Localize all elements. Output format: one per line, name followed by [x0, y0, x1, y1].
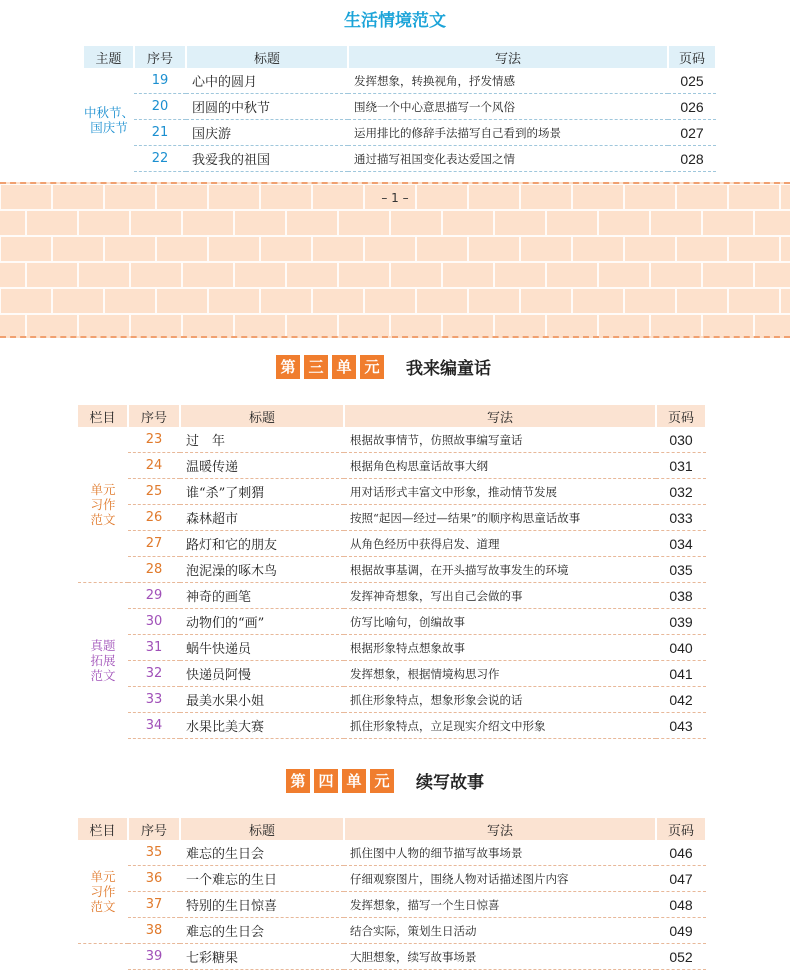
table-header-row — [78, 818, 706, 840]
band-brick — [416, 236, 468, 262]
entry-number: 32 — [128, 661, 180, 687]
entry-page[interactable]: 030 — [656, 427, 706, 453]
band-brick — [286, 210, 338, 236]
band-brick — [312, 236, 364, 262]
category-label: 单元习作范文 — [78, 427, 128, 583]
band-brick — [208, 288, 260, 314]
entry-method: 根据故事基调，在开头描写故事发生的环境 — [344, 557, 656, 583]
band-brick — [650, 210, 702, 236]
band-brick — [260, 236, 312, 262]
category-label: 真题拓展范文 — [90, 638, 116, 684]
entry-page[interactable]: 052 — [656, 944, 706, 970]
band-brick — [260, 288, 312, 314]
table-row[interactable] — [78, 531, 706, 557]
entry-title[interactable]: 过 年 — [180, 427, 344, 453]
band-brick — [598, 210, 650, 236]
table-row[interactable] — [78, 505, 706, 531]
unit-heading — [286, 768, 484, 793]
band-brick — [754, 262, 790, 288]
entry-title[interactable]: 温暖传递 — [180, 453, 344, 479]
entry-page[interactable]: 039 — [656, 609, 706, 635]
band-brick — [572, 288, 624, 314]
band-brick — [780, 236, 790, 262]
entry-method: 发挥想象，根据情境构思习作 — [344, 661, 656, 687]
table-row[interactable] — [78, 713, 706, 739]
entry-number: 37 — [128, 892, 180, 918]
band-brick — [390, 210, 442, 236]
band-brick — [468, 288, 520, 314]
entry-number: 26 — [128, 505, 180, 531]
band-brick — [676, 236, 728, 262]
band-brick — [338, 314, 390, 338]
band-brick — [338, 210, 390, 236]
band-brick — [728, 236, 780, 262]
entry-method: 结合实际，策划生日活动 — [344, 918, 656, 944]
band-brick — [520, 236, 572, 262]
entry-number: 19 — [134, 68, 186, 94]
entry-number: 39 — [128, 944, 180, 970]
band-brick — [338, 262, 390, 288]
entry-title[interactable]: 动物们的“画” — [180, 609, 344, 635]
entry-title[interactable]: 路灯和它的朋友 — [180, 531, 344, 557]
band-brick — [728, 288, 780, 314]
entry-method: 发挥想象，转换视角，抒发情感 — [348, 68, 668, 94]
page-marker: – 1 – — [381, 191, 409, 205]
band-brick — [442, 262, 494, 288]
band-brick — [494, 262, 546, 288]
band-brick — [754, 314, 790, 338]
band-brick — [702, 314, 754, 338]
entry-method: 根据故事情节，仿照故事编写童话 — [344, 427, 656, 453]
band-brick — [598, 262, 650, 288]
entry-method: 运用排比的修辞手法描写自己看到的场景 — [348, 120, 668, 146]
band-brick — [286, 314, 338, 338]
entry-page[interactable]: 048 — [656, 892, 706, 918]
band-brick — [650, 262, 702, 288]
unit-heading — [276, 354, 491, 379]
band-brick — [624, 288, 676, 314]
category-label: 单元习作范文 — [78, 840, 128, 944]
band-brick — [130, 210, 182, 236]
unit-char: 四 — [314, 769, 338, 793]
table-row[interactable] — [78, 557, 706, 583]
entry-number: 24 — [128, 453, 180, 479]
entry-method: 围绕一个中心意思描写一个风俗 — [348, 94, 668, 120]
band-brick — [26, 314, 78, 338]
band-brick — [78, 262, 130, 288]
entry-title[interactable]: 森林超市 — [180, 505, 344, 531]
entry-page[interactable]: 033 — [656, 505, 706, 531]
entry-title[interactable]: 神奇的画笔 — [180, 583, 344, 609]
band-brick — [390, 314, 442, 338]
entry-page[interactable]: 042 — [656, 687, 706, 713]
category-label — [78, 944, 128, 970]
entry-page[interactable]: 040 — [656, 635, 706, 661]
band-brick — [676, 288, 728, 314]
band-brick — [520, 288, 572, 314]
entry-method: 发挥想象，描写一个生日惊喜 — [344, 892, 656, 918]
band-brick — [26, 210, 78, 236]
entry-title[interactable]: 一个难忘的生日 — [180, 866, 344, 892]
band-brick — [702, 262, 754, 288]
entry-method: 抓住图中人物的细节描写故事场景 — [344, 840, 656, 866]
band-brick — [364, 236, 416, 262]
band-brick — [182, 314, 234, 338]
header-page: 页码 — [656, 405, 706, 427]
entry-number: 20 — [134, 94, 186, 120]
table-row[interactable] — [78, 635, 706, 661]
header-title: 标题 — [180, 818, 344, 840]
header-page: 页码 — [668, 46, 716, 68]
table-row[interactable] — [78, 427, 706, 453]
entry-page[interactable]: 049 — [656, 918, 706, 944]
table-row[interactable] — [78, 479, 706, 505]
table-row[interactable] — [78, 866, 706, 892]
header-title: 标题 — [180, 405, 344, 427]
band-brick — [0, 288, 52, 314]
entry-number: 29 — [128, 583, 180, 609]
band-brick — [442, 210, 494, 236]
unit-char: 第 — [276, 355, 300, 379]
entry-number: 28 — [128, 557, 180, 583]
table-row[interactable] — [84, 120, 716, 146]
band-brick — [546, 262, 598, 288]
entry-number: 31 — [128, 635, 180, 661]
entry-number: 30 — [128, 609, 180, 635]
band-brick — [650, 314, 702, 338]
entry-method: 根据形象特点想象故事 — [344, 635, 656, 661]
entry-page[interactable]: 034 — [656, 531, 706, 557]
entry-title[interactable]: 七彩糖果 — [180, 944, 344, 970]
band-brick — [52, 236, 104, 262]
page-divider-band — [0, 182, 790, 338]
table-row[interactable] — [78, 892, 706, 918]
entry-page[interactable]: 025 — [668, 68, 716, 94]
band-brick — [234, 210, 286, 236]
entry-page[interactable]: 043 — [656, 713, 706, 739]
entry-number: 25 — [128, 479, 180, 505]
unit-char: 单 — [332, 355, 356, 379]
category-label: 中秋节、国庆节 — [84, 104, 134, 135]
entry-number: 33 — [128, 687, 180, 713]
entry-method: 抓住形象特点，立足现实介绍文中形象 — [344, 713, 656, 739]
entry-title[interactable]: 难忘的生日会 — [180, 918, 344, 944]
header-method: 写法 — [344, 818, 656, 840]
entry-number: 23 — [128, 427, 180, 453]
band-brick — [26, 262, 78, 288]
section-title: 生活情境范文 — [344, 11, 446, 31]
band-brick — [130, 262, 182, 288]
entry-page[interactable]: 035 — [656, 557, 706, 583]
entry-number: 34 — [128, 713, 180, 739]
toc-table-unit4 — [78, 818, 707, 970]
entry-method: 发挥神奇想象，写出自己会做的事 — [344, 583, 656, 609]
entry-page[interactable]: 028 — [668, 146, 716, 172]
unit-title: 续写故事 — [416, 773, 484, 793]
toc-table-unit3 — [78, 405, 707, 739]
table-header-row — [84, 46, 716, 68]
entry-title[interactable]: 快递员阿慢 — [180, 661, 344, 687]
entry-page[interactable]: 032 — [656, 479, 706, 505]
entry-title[interactable]: 心中的圆月 — [186, 68, 348, 94]
header-page: 页码 — [656, 818, 706, 840]
unit-title: 我来编童话 — [406, 359, 491, 379]
band-brick — [182, 210, 234, 236]
table-row[interactable] — [78, 687, 706, 713]
band-brick — [286, 262, 338, 288]
band-brick — [598, 314, 650, 338]
band-brick — [156, 288, 208, 314]
header-method: 写法 — [348, 46, 668, 68]
band-brick — [754, 210, 790, 236]
band-brick — [0, 210, 26, 236]
band-brick — [572, 236, 624, 262]
band-brick — [468, 236, 520, 262]
band-brick — [156, 236, 208, 262]
entry-title[interactable]: 最美水果小姐 — [180, 687, 344, 713]
entry-title[interactable]: 国庆游 — [186, 120, 348, 146]
table-row[interactable] — [78, 453, 706, 479]
entry-page[interactable]: 038 — [656, 583, 706, 609]
entry-title[interactable]: 水果比美大赛 — [180, 713, 344, 739]
header-column: 栏目 — [78, 405, 128, 427]
band-brick — [702, 210, 754, 236]
entry-method: 用对话形式丰富文中形象，推动情节发展 — [344, 479, 656, 505]
entry-page[interactable]: 047 — [656, 866, 706, 892]
entry-number: 22 — [134, 146, 186, 172]
band-brick — [494, 314, 546, 338]
table-row[interactable] — [84, 68, 716, 94]
band-brick — [416, 288, 468, 314]
band-brick — [104, 288, 156, 314]
band-brick — [546, 314, 598, 338]
unit-char: 元 — [370, 769, 394, 793]
entry-method: 从角色经历中获得启发、道理 — [344, 531, 656, 557]
entry-page[interactable]: 041 — [656, 661, 706, 687]
band-brick — [78, 314, 130, 338]
entry-page[interactable]: 046 — [656, 840, 706, 866]
header-method: 写法 — [344, 405, 656, 427]
header-title: 标题 — [186, 46, 348, 68]
band-brick — [182, 262, 234, 288]
band-brick — [390, 262, 442, 288]
header-column: 栏目 — [78, 818, 128, 840]
band-brick — [130, 314, 182, 338]
table-row[interactable] — [78, 840, 706, 866]
band-brick — [494, 210, 546, 236]
entry-page[interactable]: 026 — [668, 94, 716, 120]
entry-title[interactable]: 团圆的中秋节 — [186, 94, 348, 120]
band-brick — [0, 262, 26, 288]
table-header-row — [78, 405, 706, 427]
band-brick — [234, 262, 286, 288]
table-row[interactable] — [84, 146, 716, 172]
table-row[interactable] — [78, 583, 706, 609]
entry-method: 大胆想象，续写故事场景 — [344, 944, 656, 970]
band-brick — [312, 288, 364, 314]
band-brick — [624, 236, 676, 262]
entry-method: 仔细观察图片，围绕人物对话描述图片内容 — [344, 866, 656, 892]
entry-number: 27 — [128, 531, 180, 557]
entry-method: 仿写比喻句，创编故事 — [344, 609, 656, 635]
entry-number: 21 — [134, 120, 186, 146]
entry-title[interactable]: 谁“杀”了刺猬 — [180, 479, 344, 505]
entry-method: 按照“起因—经过—结果”的顺序构思童话故事 — [344, 505, 656, 531]
table-row[interactable] — [78, 661, 706, 687]
band-brick — [0, 236, 52, 262]
unit-char: 元 — [360, 355, 384, 379]
header-number: 序号 — [128, 405, 180, 427]
entry-number: 38 — [128, 918, 180, 944]
band-brick — [364, 288, 416, 314]
band-brick — [0, 314, 26, 338]
band-brick — [208, 236, 260, 262]
header-number: 序号 — [128, 818, 180, 840]
entry-title[interactable]: 特别的生日惊喜 — [180, 892, 344, 918]
band-brick — [780, 288, 790, 314]
entry-page[interactable]: 031 — [656, 453, 706, 479]
band-brick — [546, 210, 598, 236]
header-number: 序号 — [134, 46, 186, 68]
table-row[interactable] — [84, 94, 716, 120]
band-brick — [234, 314, 286, 338]
header-theme: 主题 — [84, 46, 134, 68]
entry-title[interactable]: 我爱我的祖国 — [186, 146, 348, 172]
unit-char: 三 — [304, 355, 328, 379]
unit-char: 单 — [342, 769, 366, 793]
entry-method: 通过描写祖国变化表达爱国之情 — [348, 146, 668, 172]
band-brick — [78, 210, 130, 236]
band-brick — [104, 236, 156, 262]
entry-title[interactable]: 泡泥澡的啄木鸟 — [180, 557, 344, 583]
band-brick — [442, 314, 494, 338]
entry-page[interactable]: 027 — [668, 120, 716, 146]
entry-method: 根据角色构思童话故事大纲 — [344, 453, 656, 479]
unit-char: 第 — [286, 769, 310, 793]
band-brick — [52, 288, 104, 314]
toc-table-life — [84, 46, 717, 172]
entry-title[interactable]: 难忘的生日会 — [180, 840, 344, 866]
entry-number: 36 — [128, 866, 180, 892]
entry-title[interactable]: 蜗牛快递员 — [180, 635, 344, 661]
table-row[interactable] — [78, 609, 706, 635]
table-row[interactable] — [78, 944, 706, 970]
table-row[interactable] — [78, 918, 706, 944]
entry-number: 35 — [128, 840, 180, 866]
entry-method: 抓住形象特点，想象形象会说的话 — [344, 687, 656, 713]
